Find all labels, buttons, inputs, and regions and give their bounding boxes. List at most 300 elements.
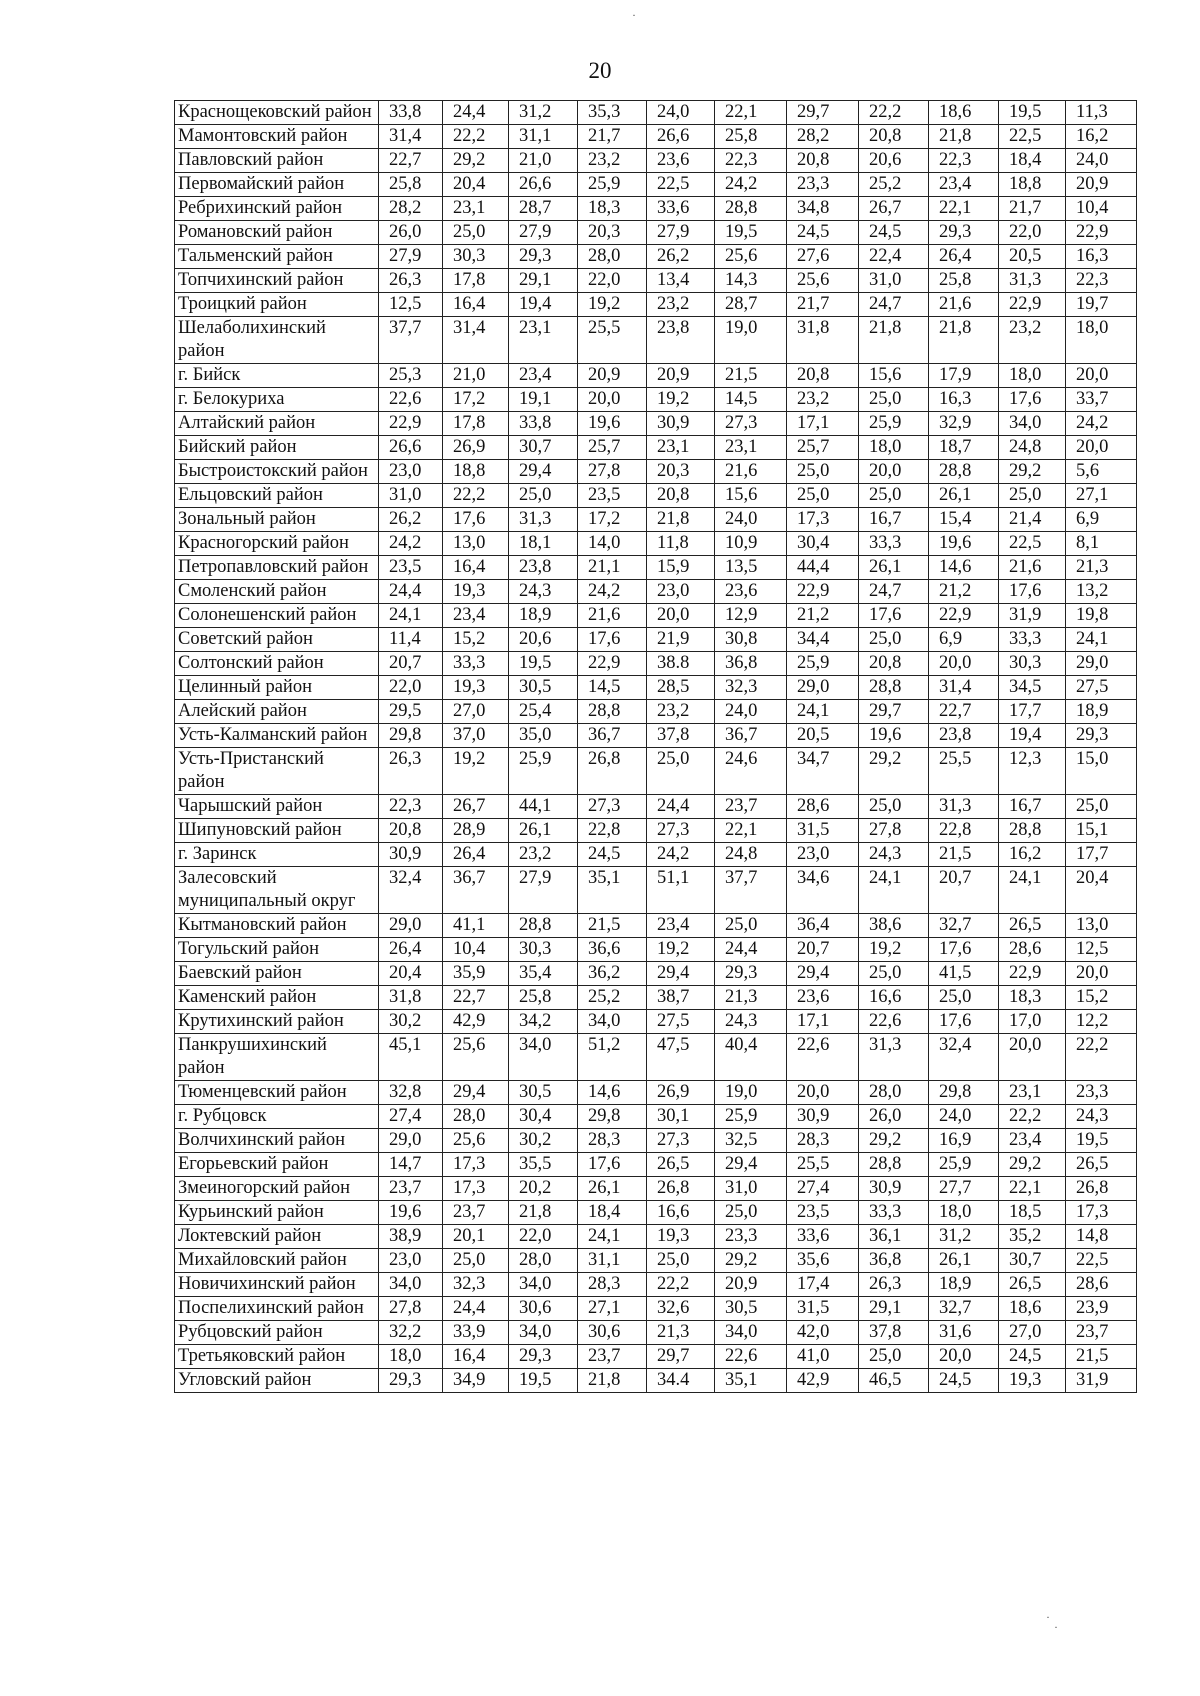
value-cell: 22,6 xyxy=(379,388,443,412)
value-cell: 23,2 xyxy=(509,843,578,867)
value-cell: 17,0 xyxy=(999,1010,1066,1034)
value-cell: 23,2 xyxy=(999,317,1066,364)
value-cell: 25,8 xyxy=(379,173,443,197)
district-name-cell: Целинный район xyxy=(175,676,379,700)
value-cell: 21,3 xyxy=(647,1321,715,1345)
value-cell: 22,2 xyxy=(443,484,509,508)
value-cell: 34,9 xyxy=(443,1369,509,1393)
value-cell: 28,8 xyxy=(999,819,1066,843)
value-cell: 19,3 xyxy=(999,1369,1066,1393)
value-cell: 25,0 xyxy=(1066,795,1137,819)
value-cell: 27,8 xyxy=(379,1297,443,1321)
value-cell: 18,1 xyxy=(509,532,578,556)
value-cell: 23,4 xyxy=(509,364,578,388)
district-name-cell: Петропавловский район xyxy=(175,556,379,580)
value-cell: 21,8 xyxy=(859,317,929,364)
value-cell: 32,4 xyxy=(379,867,443,914)
value-cell: 20,0 xyxy=(787,1081,859,1105)
table-row xyxy=(175,245,1137,269)
table-row xyxy=(175,532,1137,556)
value-cell: 28,2 xyxy=(379,197,443,221)
value-cell: 27,9 xyxy=(379,245,443,269)
district-name-cell: Красногорский район xyxy=(175,532,379,556)
value-cell: 22,1 xyxy=(929,197,999,221)
value-cell: 36,6 xyxy=(578,938,647,962)
table-row xyxy=(175,1129,1137,1153)
value-cell: 29,2 xyxy=(443,149,509,173)
value-cell: 17,2 xyxy=(443,388,509,412)
value-cell: 28,0 xyxy=(443,1105,509,1129)
district-name-cell: Павловский район xyxy=(175,149,379,173)
value-cell: 30,2 xyxy=(509,1129,578,1153)
value-cell: 30,9 xyxy=(379,843,443,867)
table-row xyxy=(175,1345,1137,1369)
value-cell: 14,8 xyxy=(1066,1225,1137,1249)
value-cell: 22,2 xyxy=(859,101,929,125)
value-cell: 24,0 xyxy=(1066,149,1137,173)
district-name-cell: Тогульский район xyxy=(175,938,379,962)
value-cell: 21,7 xyxy=(787,293,859,317)
value-cell: 17,7 xyxy=(1066,843,1137,867)
value-cell: 20,7 xyxy=(787,938,859,962)
value-cell: 25,0 xyxy=(509,484,578,508)
value-cell: 21,6 xyxy=(578,604,647,628)
value-cell: 27,5 xyxy=(647,1010,715,1034)
value-cell: 23,1 xyxy=(443,197,509,221)
value-cell: 26,4 xyxy=(443,843,509,867)
value-cell: 38,7 xyxy=(647,986,715,1010)
value-cell: 24,2 xyxy=(715,173,787,197)
value-cell: 28,0 xyxy=(859,1081,929,1105)
table-row xyxy=(175,700,1137,724)
value-cell: 29,7 xyxy=(647,1345,715,1369)
value-cell: 28,6 xyxy=(1066,1273,1137,1297)
value-cell: 24,1 xyxy=(859,867,929,914)
table-row xyxy=(175,149,1137,173)
value-cell: 35,4 xyxy=(509,962,578,986)
value-cell: 19,3 xyxy=(443,580,509,604)
value-cell: 34,0 xyxy=(509,1321,578,1345)
value-cell: 24,0 xyxy=(929,1105,999,1129)
value-cell: 25,0 xyxy=(859,388,929,412)
table-row xyxy=(175,819,1137,843)
value-cell: 15,4 xyxy=(929,508,999,532)
value-cell: 31,4 xyxy=(443,317,509,364)
value-cell: 18,9 xyxy=(929,1273,999,1297)
value-cell: 24,4 xyxy=(647,795,715,819)
value-cell: 18,0 xyxy=(379,1345,443,1369)
value-cell: 33,8 xyxy=(509,412,578,436)
value-cell: 29,3 xyxy=(379,1369,443,1393)
value-cell: 14,5 xyxy=(715,388,787,412)
value-cell: 32,3 xyxy=(715,676,787,700)
value-cell: 17,4 xyxy=(787,1273,859,1297)
value-cell: 29,3 xyxy=(715,962,787,986)
value-cell: 28,8 xyxy=(578,700,647,724)
value-cell: 30,5 xyxy=(509,1081,578,1105)
value-cell: 22,4 xyxy=(859,245,929,269)
value-cell: 10,9 xyxy=(715,532,787,556)
value-cell: 29,0 xyxy=(379,914,443,938)
value-cell: 28,8 xyxy=(859,676,929,700)
value-cell: 41,5 xyxy=(929,962,999,986)
value-cell: 20,4 xyxy=(443,173,509,197)
value-cell: 29,1 xyxy=(859,1297,929,1321)
value-cell: 10,4 xyxy=(443,938,509,962)
value-cell: 16,6 xyxy=(859,986,929,1010)
value-cell: 25,9 xyxy=(578,173,647,197)
district-name-cell: Панкрушихинский район xyxy=(175,1034,379,1081)
value-cell: 36,7 xyxy=(578,724,647,748)
value-cell: 26,3 xyxy=(379,269,443,293)
value-cell: 27,0 xyxy=(443,700,509,724)
value-cell: 35,9 xyxy=(443,962,509,986)
value-cell: 22,5 xyxy=(1066,1249,1137,1273)
value-cell: 33,7 xyxy=(1066,388,1137,412)
value-cell: 26,9 xyxy=(443,436,509,460)
value-cell: 11,3 xyxy=(1066,101,1137,125)
value-cell: 28,7 xyxy=(715,293,787,317)
value-cell: 22,3 xyxy=(1066,269,1137,293)
value-cell: 17,6 xyxy=(578,628,647,652)
value-cell: 37,7 xyxy=(379,317,443,364)
value-cell: 22,3 xyxy=(379,795,443,819)
district-name-cell: Смоленский район xyxy=(175,580,379,604)
value-cell: 18,9 xyxy=(1066,700,1137,724)
value-cell: 29,2 xyxy=(999,460,1066,484)
value-cell: 17,6 xyxy=(999,580,1066,604)
value-cell: 31,2 xyxy=(509,101,578,125)
table-row xyxy=(175,1369,1137,1393)
value-cell: 22,5 xyxy=(999,532,1066,556)
table-row xyxy=(175,460,1137,484)
value-cell: 22,3 xyxy=(715,149,787,173)
value-cell: 18,0 xyxy=(929,1201,999,1225)
value-cell: 21,2 xyxy=(929,580,999,604)
value-cell: 19,1 xyxy=(509,388,578,412)
value-cell: 20,9 xyxy=(715,1273,787,1297)
scan-speck: · xyxy=(632,8,636,22)
value-cell: 23,1 xyxy=(509,317,578,364)
value-cell: 26,1 xyxy=(929,484,999,508)
table-row xyxy=(175,724,1137,748)
value-cell: 24,3 xyxy=(1066,1105,1137,1129)
value-cell: 35,1 xyxy=(578,867,647,914)
value-cell: 26,0 xyxy=(859,1105,929,1129)
value-cell: 19,5 xyxy=(715,221,787,245)
value-cell: 36,8 xyxy=(715,652,787,676)
table-row xyxy=(175,293,1137,317)
value-cell: 42,9 xyxy=(443,1010,509,1034)
value-cell: 23,2 xyxy=(647,700,715,724)
value-cell: 31,8 xyxy=(787,317,859,364)
value-cell: 31,9 xyxy=(1066,1369,1137,1393)
value-cell: 17,6 xyxy=(578,1153,647,1177)
value-cell: 18,0 xyxy=(859,436,929,460)
value-cell: 13,2 xyxy=(1066,580,1137,604)
value-cell: 20,5 xyxy=(787,724,859,748)
value-cell: 25,0 xyxy=(999,484,1066,508)
value-cell: 34,4 xyxy=(787,628,859,652)
value-cell: 22,9 xyxy=(999,293,1066,317)
value-cell: 36,7 xyxy=(443,867,509,914)
table-row xyxy=(175,1201,1137,1225)
value-cell: 22,2 xyxy=(443,125,509,149)
value-cell: 20,1 xyxy=(443,1225,509,1249)
value-cell: 19,5 xyxy=(509,652,578,676)
value-cell: 32,5 xyxy=(715,1129,787,1153)
value-cell: 26,5 xyxy=(999,914,1066,938)
value-cell: 25,8 xyxy=(715,125,787,149)
value-cell: 29,3 xyxy=(509,1345,578,1369)
value-cell: 21,0 xyxy=(443,364,509,388)
value-cell: 29,3 xyxy=(1066,724,1137,748)
value-cell: 28,0 xyxy=(509,1249,578,1273)
value-cell: 23,8 xyxy=(647,317,715,364)
value-cell: 22,6 xyxy=(859,1010,929,1034)
value-cell: 23,1 xyxy=(999,1081,1066,1105)
value-cell: 31,3 xyxy=(929,795,999,819)
value-cell: 29,2 xyxy=(859,748,929,795)
value-cell: 25,0 xyxy=(929,986,999,1010)
value-cell: 18,4 xyxy=(578,1201,647,1225)
table-row xyxy=(175,676,1137,700)
value-cell: 26,1 xyxy=(578,1177,647,1201)
value-cell: 23,5 xyxy=(379,556,443,580)
table-row xyxy=(175,412,1137,436)
value-cell: 21,6 xyxy=(999,556,1066,580)
value-cell: 28,8 xyxy=(859,1153,929,1177)
value-cell: 42,9 xyxy=(787,1369,859,1393)
value-cell: 17,6 xyxy=(999,388,1066,412)
value-cell: 28,3 xyxy=(578,1273,647,1297)
value-cell: 19,3 xyxy=(443,676,509,700)
value-cell: 34,6 xyxy=(787,867,859,914)
value-cell: 15,6 xyxy=(715,484,787,508)
scan-speck: · xyxy=(1054,1620,1058,1634)
value-cell: 19,3 xyxy=(647,1225,715,1249)
value-cell: 17,1 xyxy=(787,1010,859,1034)
value-cell: 15,2 xyxy=(1066,986,1137,1010)
value-cell: 23,9 xyxy=(1066,1297,1137,1321)
value-cell: 22,9 xyxy=(787,580,859,604)
value-cell: 25,3 xyxy=(379,364,443,388)
value-cell: 12,5 xyxy=(1066,938,1137,962)
district-name-cell: Солтонский район xyxy=(175,652,379,676)
value-cell: 14,6 xyxy=(578,1081,647,1105)
value-cell: 25,9 xyxy=(787,652,859,676)
value-cell: 18,6 xyxy=(999,1297,1066,1321)
value-cell: 17,8 xyxy=(443,412,509,436)
district-name-cell: Алейский район xyxy=(175,700,379,724)
value-cell: 15,1 xyxy=(1066,819,1137,843)
value-cell: 17,8 xyxy=(443,269,509,293)
value-cell: 30,6 xyxy=(509,1297,578,1321)
value-cell: 27,9 xyxy=(509,867,578,914)
district-name-cell: Солонешенский район xyxy=(175,604,379,628)
value-cell: 26,6 xyxy=(647,125,715,149)
value-cell: 17,6 xyxy=(929,938,999,962)
value-cell: 23,8 xyxy=(509,556,578,580)
value-cell: 24,3 xyxy=(715,1010,787,1034)
value-cell: 26,3 xyxy=(859,1273,929,1297)
district-name-cell: Шипуновский район xyxy=(175,819,379,843)
table-row xyxy=(175,125,1137,149)
value-cell: 19,2 xyxy=(578,293,647,317)
district-name-cell: Усть-Пристанский район xyxy=(175,748,379,795)
value-cell: 25,0 xyxy=(859,962,929,986)
value-cell: 25,4 xyxy=(509,700,578,724)
value-cell: 17,1 xyxy=(787,412,859,436)
value-cell: 23,4 xyxy=(443,604,509,628)
value-cell: 28,2 xyxy=(787,125,859,149)
value-cell: 21,7 xyxy=(578,125,647,149)
value-cell: 40,4 xyxy=(715,1034,787,1081)
value-cell: 29,8 xyxy=(379,724,443,748)
value-cell: 17,3 xyxy=(443,1153,509,1177)
district-name-cell: Быстроистокский район xyxy=(175,460,379,484)
value-cell: 42,0 xyxy=(787,1321,859,1345)
value-cell: 24,2 xyxy=(647,843,715,867)
value-cell: 26,6 xyxy=(379,436,443,460)
value-cell: 23,2 xyxy=(578,149,647,173)
value-cell: 28,6 xyxy=(999,938,1066,962)
value-cell: 35,5 xyxy=(509,1153,578,1177)
value-cell: 37,0 xyxy=(443,724,509,748)
value-cell: 32,7 xyxy=(929,1297,999,1321)
value-cell: 20,0 xyxy=(929,652,999,676)
value-cell: 23,2 xyxy=(647,293,715,317)
value-cell: 25,6 xyxy=(787,269,859,293)
value-cell: 8,1 xyxy=(1066,532,1137,556)
value-cell: 28,8 xyxy=(509,914,578,938)
value-cell: 31,1 xyxy=(509,125,578,149)
value-cell: 30,4 xyxy=(787,532,859,556)
value-cell: 34,5 xyxy=(999,676,1066,700)
table-row xyxy=(175,748,1137,795)
value-cell: 22,7 xyxy=(379,149,443,173)
value-cell: 31,1 xyxy=(578,1249,647,1273)
district-name-cell: Локтевский район xyxy=(175,1225,379,1249)
table-row xyxy=(175,317,1137,364)
value-cell: 24,4 xyxy=(379,580,443,604)
value-cell: 35,2 xyxy=(999,1225,1066,1249)
value-cell: 33,3 xyxy=(443,652,509,676)
value-cell: 21,7 xyxy=(999,197,1066,221)
value-cell: 16,4 xyxy=(443,293,509,317)
value-cell: 29,5 xyxy=(379,700,443,724)
district-name-cell: Советский район xyxy=(175,628,379,652)
value-cell: 27,1 xyxy=(578,1297,647,1321)
value-cell: 11,8 xyxy=(647,532,715,556)
value-cell: 27,0 xyxy=(999,1321,1066,1345)
district-name-cell: Третьяковский район xyxy=(175,1345,379,1369)
value-cell: 10,4 xyxy=(1066,197,1137,221)
value-cell: 36,2 xyxy=(578,962,647,986)
value-cell: 25,0 xyxy=(787,484,859,508)
value-cell: 28,8 xyxy=(715,197,787,221)
district-name-cell: Михайловский район xyxy=(175,1249,379,1273)
value-cell: 23,5 xyxy=(787,1201,859,1225)
value-cell: 25,2 xyxy=(578,986,647,1010)
value-cell: 28,3 xyxy=(787,1129,859,1153)
value-cell: 23,7 xyxy=(578,1345,647,1369)
value-cell: 25,6 xyxy=(715,245,787,269)
value-cell: 29,0 xyxy=(787,676,859,700)
table-row xyxy=(175,938,1137,962)
value-cell: 25,0 xyxy=(859,628,929,652)
value-cell: 29,7 xyxy=(787,101,859,125)
table-row xyxy=(175,508,1137,532)
value-cell: 26,1 xyxy=(509,819,578,843)
value-cell: 30,3 xyxy=(509,938,578,962)
value-cell: 26,3 xyxy=(379,748,443,795)
value-cell: 24,5 xyxy=(929,1369,999,1393)
district-name-cell: Поспелихинский район xyxy=(175,1297,379,1321)
value-cell: 29,3 xyxy=(509,245,578,269)
table-row xyxy=(175,1297,1137,1321)
value-cell: 25,7 xyxy=(787,436,859,460)
value-cell: 27,5 xyxy=(1066,676,1137,700)
value-cell: 17,9 xyxy=(929,364,999,388)
value-cell: 14,7 xyxy=(379,1153,443,1177)
value-cell: 25,9 xyxy=(859,412,929,436)
value-cell: 19,0 xyxy=(715,1081,787,1105)
value-cell: 18,0 xyxy=(1066,317,1137,364)
value-cell: 16,3 xyxy=(1066,245,1137,269)
value-cell: 20,2 xyxy=(509,1177,578,1201)
value-cell: 30,6 xyxy=(578,1321,647,1345)
value-cell: 26,6 xyxy=(509,173,578,197)
value-cell: 22,9 xyxy=(379,412,443,436)
value-cell: 37,8 xyxy=(647,724,715,748)
value-cell: 21,8 xyxy=(578,1369,647,1393)
value-cell: 26,8 xyxy=(1066,1177,1137,1201)
value-cell: 32,4 xyxy=(929,1034,999,1081)
value-cell: 21,6 xyxy=(929,293,999,317)
value-cell: 27,3 xyxy=(647,1129,715,1153)
value-cell: 19,6 xyxy=(859,724,929,748)
value-cell: 25,5 xyxy=(787,1153,859,1177)
value-cell: 27,1 xyxy=(1066,484,1137,508)
value-cell: 19,2 xyxy=(647,388,715,412)
value-cell: 38.8 xyxy=(647,652,715,676)
table-row xyxy=(175,652,1137,676)
value-cell: 22,5 xyxy=(647,173,715,197)
value-cell: 33,6 xyxy=(647,197,715,221)
table-row xyxy=(175,388,1137,412)
district-name-cell: Змеиногорский район xyxy=(175,1177,379,1201)
value-cell: 18,4 xyxy=(999,149,1066,173)
value-cell: 20,0 xyxy=(1066,436,1137,460)
value-cell: 24,4 xyxy=(443,101,509,125)
value-cell: 19,4 xyxy=(999,724,1066,748)
district-name-cell: Кытмановский район xyxy=(175,914,379,938)
district-name-cell: Тальменский район xyxy=(175,245,379,269)
value-cell: 21,8 xyxy=(509,1201,578,1225)
value-cell: 34,0 xyxy=(509,1273,578,1297)
value-cell: 25,6 xyxy=(443,1034,509,1081)
value-cell: 27,8 xyxy=(578,460,647,484)
value-cell: 20,0 xyxy=(578,388,647,412)
value-cell: 22,0 xyxy=(509,1225,578,1249)
value-cell: 33,3 xyxy=(859,532,929,556)
value-cell: 20,0 xyxy=(859,460,929,484)
table-row xyxy=(175,580,1137,604)
table-row xyxy=(175,1225,1137,1249)
value-cell: 14,5 xyxy=(578,676,647,700)
value-cell: 25,0 xyxy=(787,460,859,484)
